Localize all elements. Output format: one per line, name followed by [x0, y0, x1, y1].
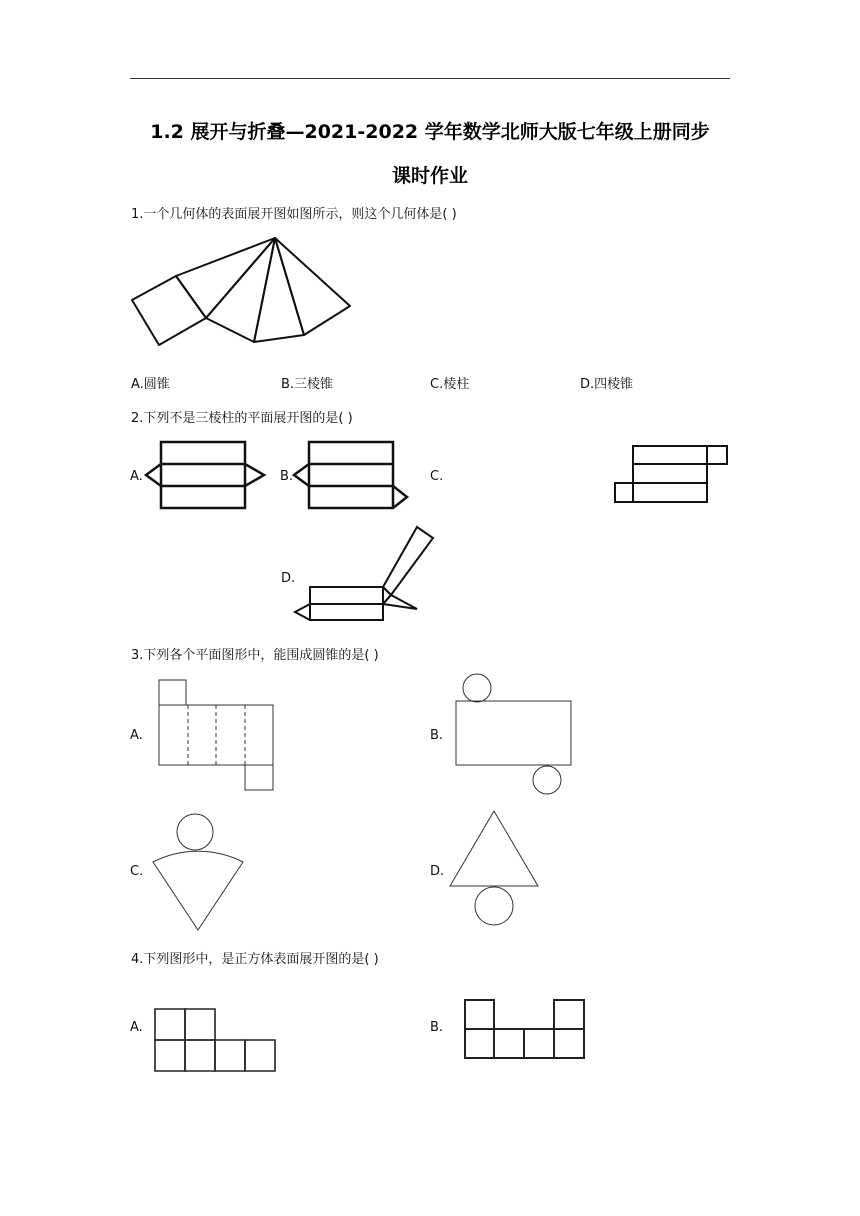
q1-option-c: C.棱柱 [430, 377, 470, 392]
question-1-net-figure [130, 232, 355, 352]
page-title-line2: 课时作业 [391, 165, 468, 187]
q4-option-b-label: B. [430, 1020, 444, 1035]
q3-option-d-figure [449, 809, 541, 927]
q2-option-d-label: D. [281, 571, 296, 586]
q3-option-a-label: A. [130, 728, 143, 743]
q1-option-d: D.四棱锥 [580, 377, 634, 392]
q2-option-b-label: B. [280, 469, 294, 484]
header-rule [130, 78, 730, 79]
q2-option-d-figure [292, 525, 437, 625]
question-3-text: 3.下列各个平面图形中，能围成圆锥的是( ) [131, 648, 379, 663]
question-4-text: 4.下列图形中，是正方体表面展开图的是( ) [131, 952, 379, 967]
q2-option-b-figure [282, 440, 410, 510]
q1-option-b: B.三棱锥 [281, 377, 334, 392]
q1-option-a: A.圆锥 [131, 377, 170, 392]
question-1-text: 1.一个几何体的表面展开图如图所示，则这个几何体是( ) [131, 207, 457, 222]
q3-option-b-label: B. [430, 728, 444, 743]
q2-option-c-label: C. [430, 469, 444, 484]
q3-option-b-figure [455, 672, 573, 798]
q2-option-a-label: A. [130, 469, 143, 484]
q2-option-a-figure [143, 440, 267, 510]
q4-option-a-label: A. [130, 1020, 143, 1035]
page-title-line1: 1.2 展开与折叠—2021-2022 学年数学北师大版七年级上册同步 [150, 121, 710, 143]
q4-option-b-figure [463, 998, 587, 1060]
q3-option-c-label: C. [130, 864, 144, 879]
q3-option-c-figure [151, 814, 247, 932]
q3-option-d-label: D. [430, 864, 445, 879]
question-2-text: 2.下列不是三棱柱的平面展开图的是( ) [131, 411, 353, 426]
q2-option-c-figure [613, 444, 730, 504]
q3-option-a-figure [158, 679, 276, 793]
q4-option-a-figure [154, 1008, 278, 1074]
